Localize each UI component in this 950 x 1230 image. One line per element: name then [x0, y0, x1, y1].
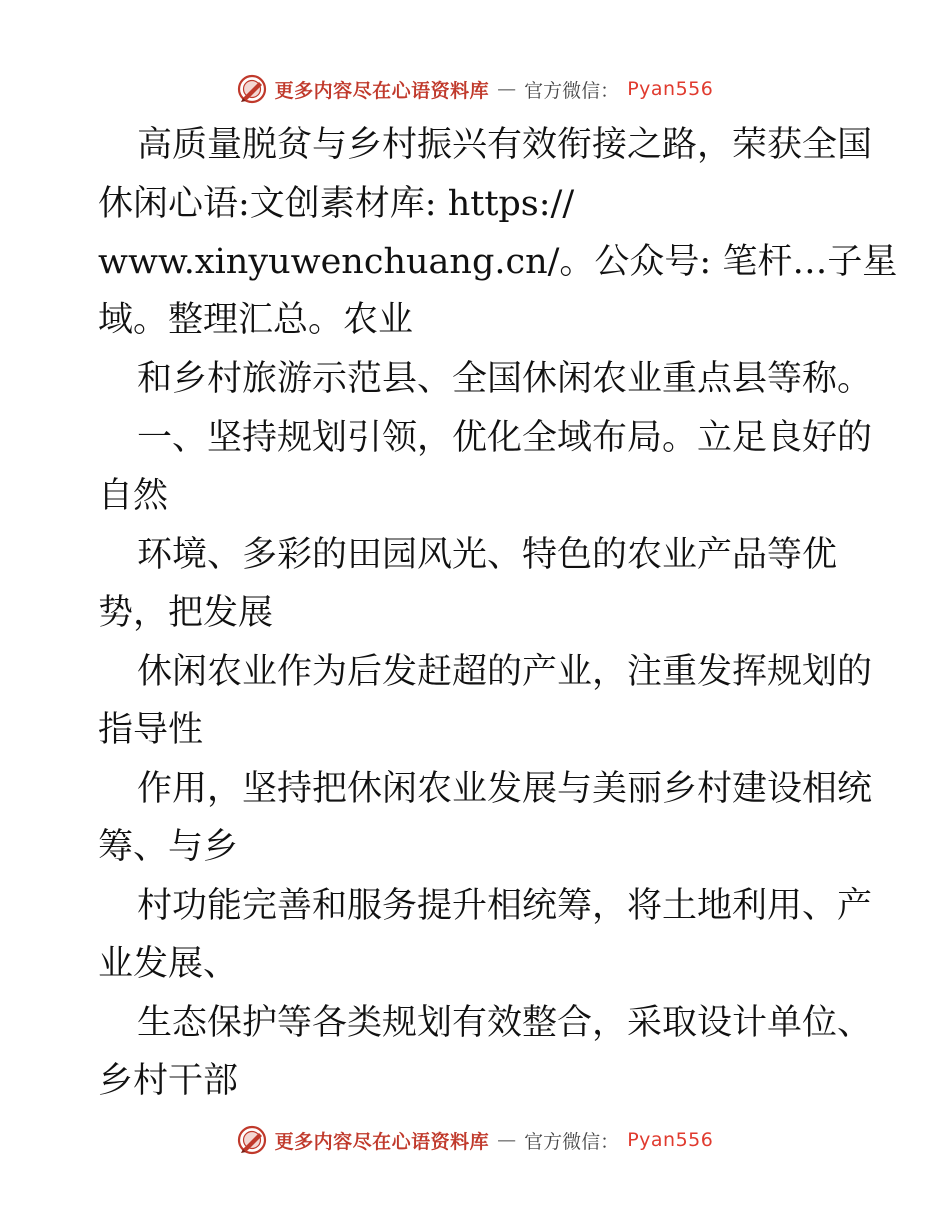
body-line: 环境、多彩的田园风光、特色的农业产品等优	[137, 535, 838, 575]
body-line: www.xinyuwenchuang.cn/。公众号: 笔杆…子星	[98, 242, 898, 282]
header-separator: —	[497, 78, 517, 100]
body-line: 休闲农业作为后发赶超的产业，注重发挥规划的	[137, 652, 873, 692]
body-line: 势，把发展	[98, 593, 274, 633]
header-brand-text: 更多内容尽在心语资料库	[274, 79, 490, 102]
footer-wechat-handle: Pyan556	[627, 1129, 714, 1151]
body-line: 一、坚持规划引领，优化全域布局。立足良好的	[137, 418, 873, 458]
footer-brand-text: 更多内容尽在心语资料库	[274, 1130, 490, 1153]
body-line: 域。整理汇总。农业	[98, 300, 414, 340]
body-line: 休闲心语:文创素材库: https://	[98, 184, 575, 224]
footer-official-label: 官方微信：	[524, 1130, 620, 1153]
header-wechat-handle: Pyan556	[627, 78, 714, 100]
body-line: 筹、与乡	[98, 827, 239, 867]
body-line: 乡村干部	[98, 1061, 239, 1101]
body-line: 和乡村旅游示范县、全国休闲农业重点县等称。	[137, 359, 873, 399]
footer-separator: —	[497, 1129, 517, 1151]
pen-logo-icon	[237, 1125, 267, 1155]
body-line: 指导性	[98, 710, 204, 750]
footer-banner	[0, 1122, 950, 1158]
header-official-label: 官方微信：	[524, 79, 620, 102]
body-line: 自然	[98, 476, 169, 516]
body-line: 生态保护等各类规划有效整合，采取设计单位、	[137, 1003, 873, 1043]
body-line: 村功能完善和服务提升相统筹，将土地利用、产	[137, 886, 873, 926]
body-line: 业发展、	[98, 944, 239, 984]
body-line: 高质量脱贫与乡村振兴有效衔接之路，荣获全国	[137, 125, 873, 165]
body-line: 作用，坚持把休闲农业发展与美丽乡村建设相统	[137, 769, 873, 809]
